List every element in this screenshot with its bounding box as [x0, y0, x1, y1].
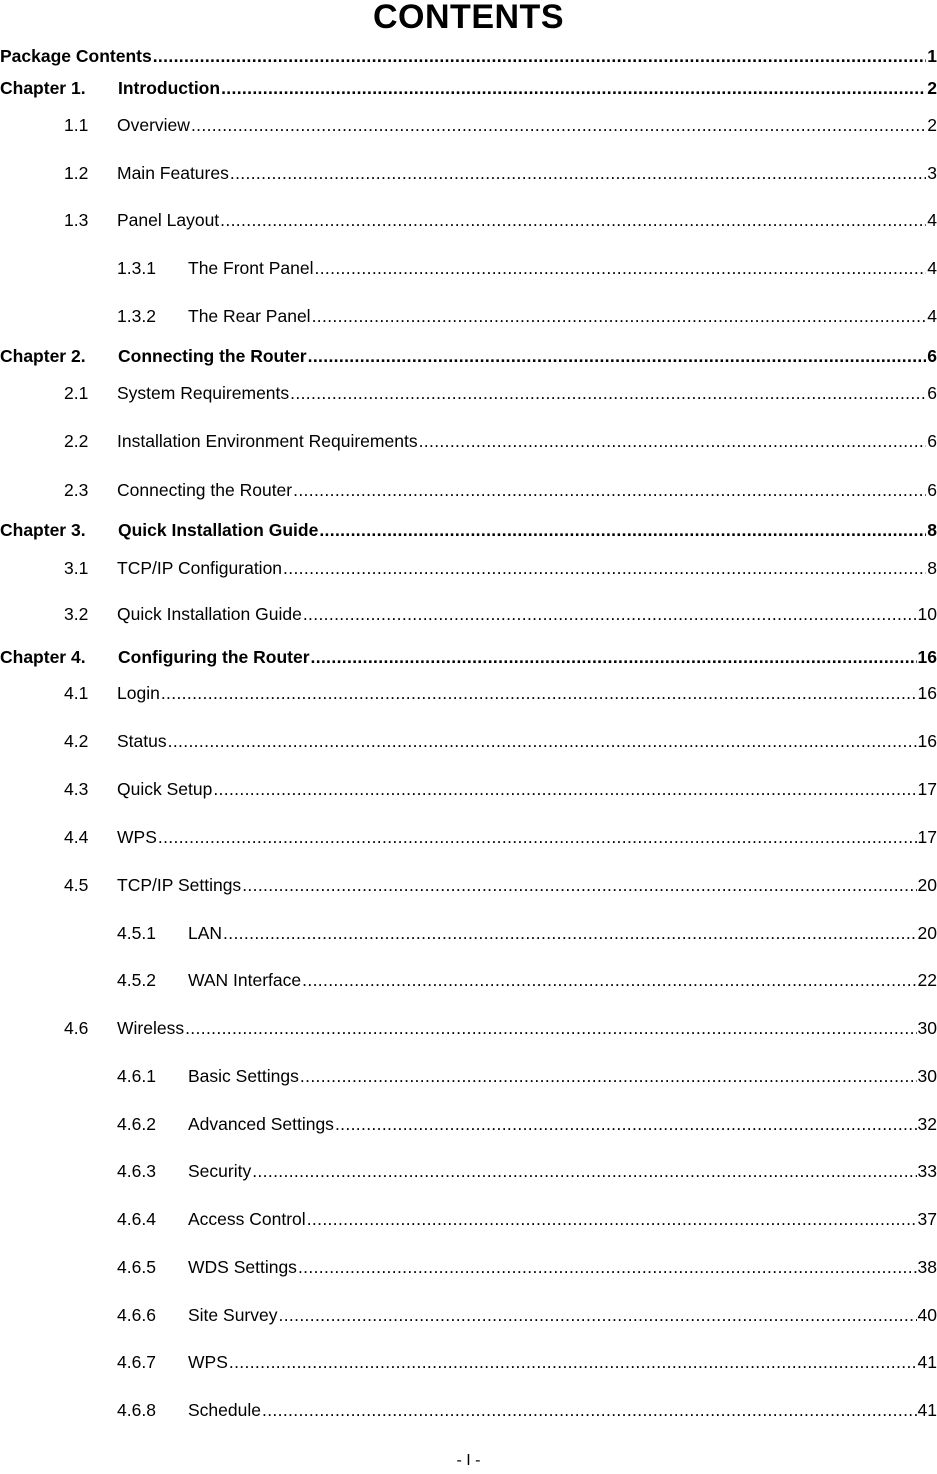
toc-entry-label: Advanced Settings — [188, 1114, 334, 1134]
toc-entry-number: Chapter 2. — [0, 346, 86, 366]
toc-section-entry[interactable] — [0, 382, 937, 404]
toc-entry-page-number: 41 — [917, 1400, 937, 1420]
toc-entry-number: 1.3.1 — [117, 258, 156, 278]
toc-dot-leader — [298, 1256, 917, 1278]
toc-entry-number: 4.6.6 — [117, 1305, 156, 1325]
toc-entry-label: Security — [188, 1161, 252, 1181]
toc-dot-leader — [278, 1304, 916, 1326]
toc-dot-leader — [220, 209, 926, 231]
toc-dot-leader — [312, 305, 927, 327]
toc-section-entry[interactable] — [0, 114, 937, 136]
toc-entry-label: WPS — [188, 1352, 228, 1372]
toc-section-entry[interactable] — [0, 162, 937, 184]
toc-entry-label: LAN — [188, 923, 223, 943]
toc-dot-leader — [262, 1399, 917, 1421]
toc-entry-page-number: 6 — [927, 431, 937, 451]
toc-section-entry[interactable] — [0, 778, 937, 800]
toc-entry-label: The Rear Panel — [188, 306, 311, 326]
toc-entry-page-number: 4 — [927, 306, 937, 326]
toc-dot-leader — [335, 1113, 917, 1135]
toc-entry-label: Connecting the Router — [118, 346, 307, 366]
toc-subsection-entry[interactable] — [0, 1065, 937, 1087]
toc-entry-page-number: 6 — [927, 480, 937, 500]
toc-subsection-entry[interactable] — [0, 1208, 937, 1230]
toc-entry-number: 4.6.2 — [117, 1114, 156, 1134]
toc-dot-leader — [419, 430, 927, 452]
toc-entry-number: Chapter 1. — [0, 78, 86, 98]
toc-entry-label: The Front Panel — [188, 258, 314, 278]
toc-dot-leader — [308, 345, 927, 367]
toc-entry-label: Quick Setup — [117, 779, 213, 799]
toc-entry-number: 4.5 — [64, 875, 89, 895]
toc-entry-page-number: 3 — [927, 163, 937, 183]
toc-dot-leader — [290, 382, 926, 404]
toc-entry-number: 1.1 — [64, 115, 89, 135]
toc-section-entry[interactable] — [0, 730, 937, 752]
toc-dot-leader — [283, 557, 926, 579]
toc-entry-number: 4.2 — [64, 731, 89, 751]
toc-entry-label: Overview — [117, 115, 190, 135]
toc-entry-page-number: 2 — [927, 115, 937, 135]
toc-entry-page-number: 8 — [927, 558, 937, 578]
toc-entry-number: 1.2 — [64, 163, 89, 183]
toc-dot-leader — [213, 778, 916, 800]
toc-entry-label: TCP/IP Configuration — [117, 558, 283, 578]
toc-entry-label: Quick Installation Guide — [117, 604, 302, 624]
toc-section-entry[interactable] — [0, 209, 937, 231]
toc-dot-leader — [303, 603, 917, 625]
toc-section-entry[interactable] — [0, 1017, 937, 1039]
toc-dot-leader — [307, 1208, 917, 1230]
toc-subsection-entry[interactable] — [0, 969, 937, 991]
toc-dot-leader — [153, 45, 927, 67]
toc-dot-leader — [223, 922, 916, 944]
toc-entry-number: 4.6.1 — [117, 1066, 156, 1086]
toc-entry-label: Connecting the Router — [117, 480, 293, 500]
toc-chapter-entry[interactable] — [0, 77, 937, 99]
toc-section-entry[interactable] — [0, 479, 937, 501]
toc-entry-label: Access Control — [188, 1209, 306, 1229]
toc-entry-page-number: 6 — [927, 346, 937, 366]
toc-entry-page-number: 6 — [927, 383, 937, 403]
toc-entry-label: WDS Settings — [188, 1257, 297, 1277]
toc-entry-page-number: 10 — [917, 604, 937, 624]
toc-entry-page-number: 16 — [917, 731, 937, 751]
toc-dot-leader — [242, 874, 916, 896]
toc-entry-label: Main Features — [117, 163, 229, 183]
toc-entry-page-number: 30 — [917, 1066, 937, 1086]
toc-entry-page-number: 38 — [917, 1257, 937, 1277]
toc-dot-leader — [252, 1160, 916, 1182]
toc-entry-label: Quick Installation Guide — [118, 520, 319, 540]
toc-entry-number: 4.1 — [64, 683, 89, 703]
toc-chapter-entry[interactable] — [0, 646, 937, 668]
toc-section-entry[interactable] — [0, 826, 937, 848]
toc-entry-label: Status — [117, 731, 167, 751]
toc-entry-label: WAN Interface — [188, 970, 302, 990]
toc-entry-number: Chapter 4. — [0, 647, 86, 667]
page-title: CONTENTS — [373, 0, 564, 36]
toc-entry-number: 4.5.2 — [117, 970, 156, 990]
toc-entry-number: Chapter 3. — [0, 520, 86, 540]
toc-entry-page-number: 41 — [917, 1352, 937, 1372]
toc-entry-page-number: 2 — [927, 78, 937, 98]
toc-entry-label: Installation Environment Requirements — [117, 431, 418, 451]
toc-entry-page-number: 33 — [917, 1161, 937, 1181]
toc-dot-leader — [158, 826, 917, 848]
toc-section-entry[interactable] — [0, 430, 937, 452]
toc-entry-page-number: 20 — [917, 923, 937, 943]
toc-entry-number: 4.3 — [64, 779, 89, 799]
toc-section-entry[interactable] — [0, 682, 937, 704]
toc-dot-leader — [300, 1065, 917, 1087]
toc-entry-number: 4.4 — [64, 827, 89, 847]
toc-entry-number: 4.6.3 — [117, 1161, 156, 1181]
toc-entry-number: 2.1 — [64, 383, 89, 403]
toc-entry-number: 1.3 — [64, 210, 89, 230]
toc-entry-number: 2.3 — [64, 480, 89, 500]
toc-entry-page-number: 30 — [917, 1018, 937, 1038]
toc-dot-leader — [311, 646, 917, 668]
toc-entry-page-number: 1 — [927, 46, 937, 66]
toc-entry-page-number: 16 — [917, 647, 937, 667]
toc-entry-page-number: 20 — [917, 875, 937, 895]
toc-subsection-entry[interactable] — [0, 305, 937, 327]
toc-subsection-entry[interactable] — [0, 1351, 937, 1373]
toc-entry-page-number: 22 — [917, 970, 937, 990]
toc-entry-label: TCP/IP Settings — [117, 875, 242, 895]
toc-subsection-entry[interactable] — [0, 1113, 937, 1135]
toc-dot-leader — [161, 682, 917, 704]
toc-entry-label: Schedule — [188, 1400, 261, 1420]
toc-entry-label: Site Survey — [188, 1305, 278, 1325]
toc-entry-page-number: 32 — [917, 1114, 937, 1134]
toc-subsection-entry[interactable] — [0, 1399, 937, 1421]
toc-dot-leader — [191, 114, 926, 136]
toc-dot-leader — [185, 1017, 916, 1039]
toc-dot-leader — [168, 730, 917, 752]
toc-section-entry[interactable] — [0, 603, 937, 625]
toc-entry-page-number: 4 — [927, 210, 937, 230]
toc-chapter-entry[interactable] — [0, 45, 937, 67]
toc-entry-page-number: 16 — [917, 683, 937, 703]
toc-section-entry[interactable] — [0, 557, 937, 579]
toc-section-entry[interactable] — [0, 874, 937, 896]
toc-entry-label: Configuring the Router — [118, 647, 310, 667]
toc-entry-number: 3.2 — [64, 604, 89, 624]
toc-dot-leader — [319, 519, 926, 541]
toc-entry-number: 3.1 — [64, 558, 89, 578]
toc-dot-leader — [221, 77, 926, 99]
toc-entry-label: Wireless — [117, 1018, 185, 1038]
toc-subsection-entry[interactable] — [0, 1160, 937, 1182]
toc-subsection-entry[interactable] — [0, 257, 937, 279]
toc-dot-leader — [230, 162, 926, 184]
toc-entry-label: Package Contents — [0, 46, 152, 66]
toc-chapter-entry[interactable] — [0, 345, 937, 367]
toc-entry-page-number: 40 — [917, 1305, 937, 1325]
toc-entry-page-number: 4 — [927, 258, 937, 278]
toc-entry-label: Basic Settings — [188, 1066, 299, 1086]
toc-subsection-entry[interactable] — [0, 1304, 937, 1326]
toc-entry-number: 4.6.7 — [117, 1352, 156, 1372]
toc-entry-label: WPS — [117, 827, 157, 847]
toc-dot-leader — [293, 479, 926, 501]
toc-entry-number: 4.6 — [64, 1018, 89, 1038]
toc-subsection-entry[interactable] — [0, 1256, 937, 1278]
page-footer-number: - I - — [456, 1452, 481, 1469]
toc-subsection-entry[interactable] — [0, 922, 937, 944]
toc-dot-leader — [314, 257, 926, 279]
toc-entry-number: 4.6.5 — [117, 1257, 156, 1277]
toc-entry-label: System Requirements — [117, 383, 290, 403]
toc-entry-label: Login — [117, 683, 160, 703]
toc-entry-label: Panel Layout — [117, 210, 220, 230]
toc-entry-page-number: 37 — [917, 1209, 937, 1229]
toc-entry-page-number: 17 — [917, 779, 937, 799]
toc-entry-number: 1.3.2 — [117, 306, 156, 326]
toc-entry-page-number: 8 — [927, 520, 937, 540]
toc-dot-leader — [229, 1351, 917, 1373]
toc-entry-label: Introduction — [118, 78, 221, 98]
toc-entry-number: 2.2 — [64, 431, 89, 451]
toc-entry-number: 4.6.4 — [117, 1209, 156, 1229]
toc-entry-page-number: 17 — [917, 827, 937, 847]
toc-dot-leader — [302, 969, 916, 991]
toc-entry-number: 4.6.8 — [117, 1400, 156, 1420]
toc-entry-number: 4.5.1 — [117, 923, 156, 943]
toc-chapter-entry[interactable] — [0, 519, 937, 541]
